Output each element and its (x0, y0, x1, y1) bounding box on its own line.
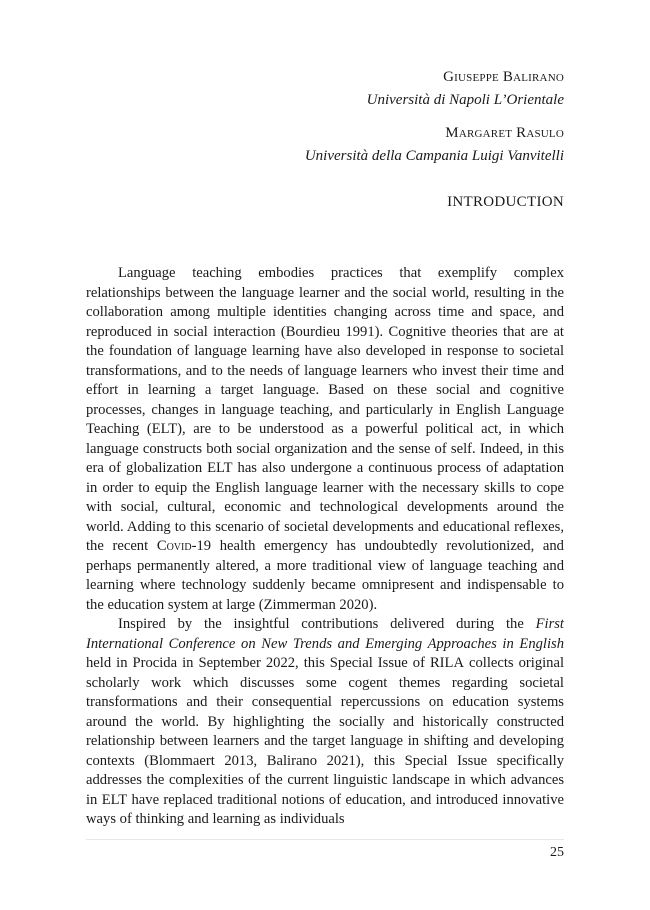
author-affiliation: Università di Napoli L’Orientale (366, 92, 564, 108)
text-run: Language teaching embodies practices that exemplify complex relationships between the language learner and the social world, resulting in the collaboration among multiple identities changing across time and space, and reproduced in social interaction (Bourdieu 1991). Cognitive theories that are at the foundation of language learning have also developed in response to societal transformations, and to the needs of language learners who invest their time and effort in learning a target language. Based on these social and cognitive processes, changes in language teaching, and particularly in English Language Teaching ( (86, 265, 564, 437)
page-number: 25 (550, 845, 564, 860)
text-run: collects original scholarly work which discusses some cogent themes regarding societal transformations and their consequential repercussions on education systems around the world. By highlighting the socially and historically constructed relationship between learners and the target language in shifting and developing contexts (Blommaert 2013, Balirano 2021), this Special Issue specifically addresses the complexities of the current linguistic landscape in which advances in (86, 655, 565, 808)
footer-rule (86, 839, 564, 840)
text-run: -19 health emergency has undoubtedly revolutionized, and perhaps permanently altered, a more traditional view of language teaching and learning where technology suddenly became omnipresent and indispensable to the education system at large (Zimmerman 2020). (86, 538, 564, 613)
abbreviation: ELT (151, 421, 178, 437)
conference-title: First International Conference on New Trends and Emerging Approaches in English (86, 616, 564, 652)
text-run: ), are to be understood as a powerful political act, in which language constructs both social organization and the sense of self. Indeed, in this era of globalization (86, 421, 565, 476)
author-block-1 (367, 66, 564, 112)
author-affiliation: Università della Campania Luigi Vanvitelli (304, 148, 564, 164)
section-title: INTRODUCTION (447, 194, 564, 210)
text-run: have replaced traditional notions of education, and introduced innovative ways of thinking and learning as individuals (86, 791, 565, 827)
author-block-2 (305, 122, 564, 168)
abbreviation: RILA (429, 655, 465, 671)
author-name: Giuseppe Balirano (443, 69, 564, 85)
paragraph-1 (86, 264, 564, 615)
abbreviation: ELT (101, 791, 128, 808)
text-run: Inspired by the insightful contributions delivered during the (118, 616, 536, 632)
body-text (86, 264, 564, 830)
abbreviation: ELT (207, 460, 233, 476)
text-run: has also undergone a continuous process of adaptation in order to equip the English language learner with the necessary skills to cope with social, cultural, economic and technological developments around the world. Adding to this scenario of societal developments and educational reflexes, the recent (86, 460, 564, 554)
paragraph-2 (86, 615, 564, 830)
abbreviation: Covid (156, 538, 192, 554)
author-name: Margaret Rasulo (445, 125, 564, 141)
text-run: held in Procida in September 2022, this Special Issue of (86, 655, 430, 671)
